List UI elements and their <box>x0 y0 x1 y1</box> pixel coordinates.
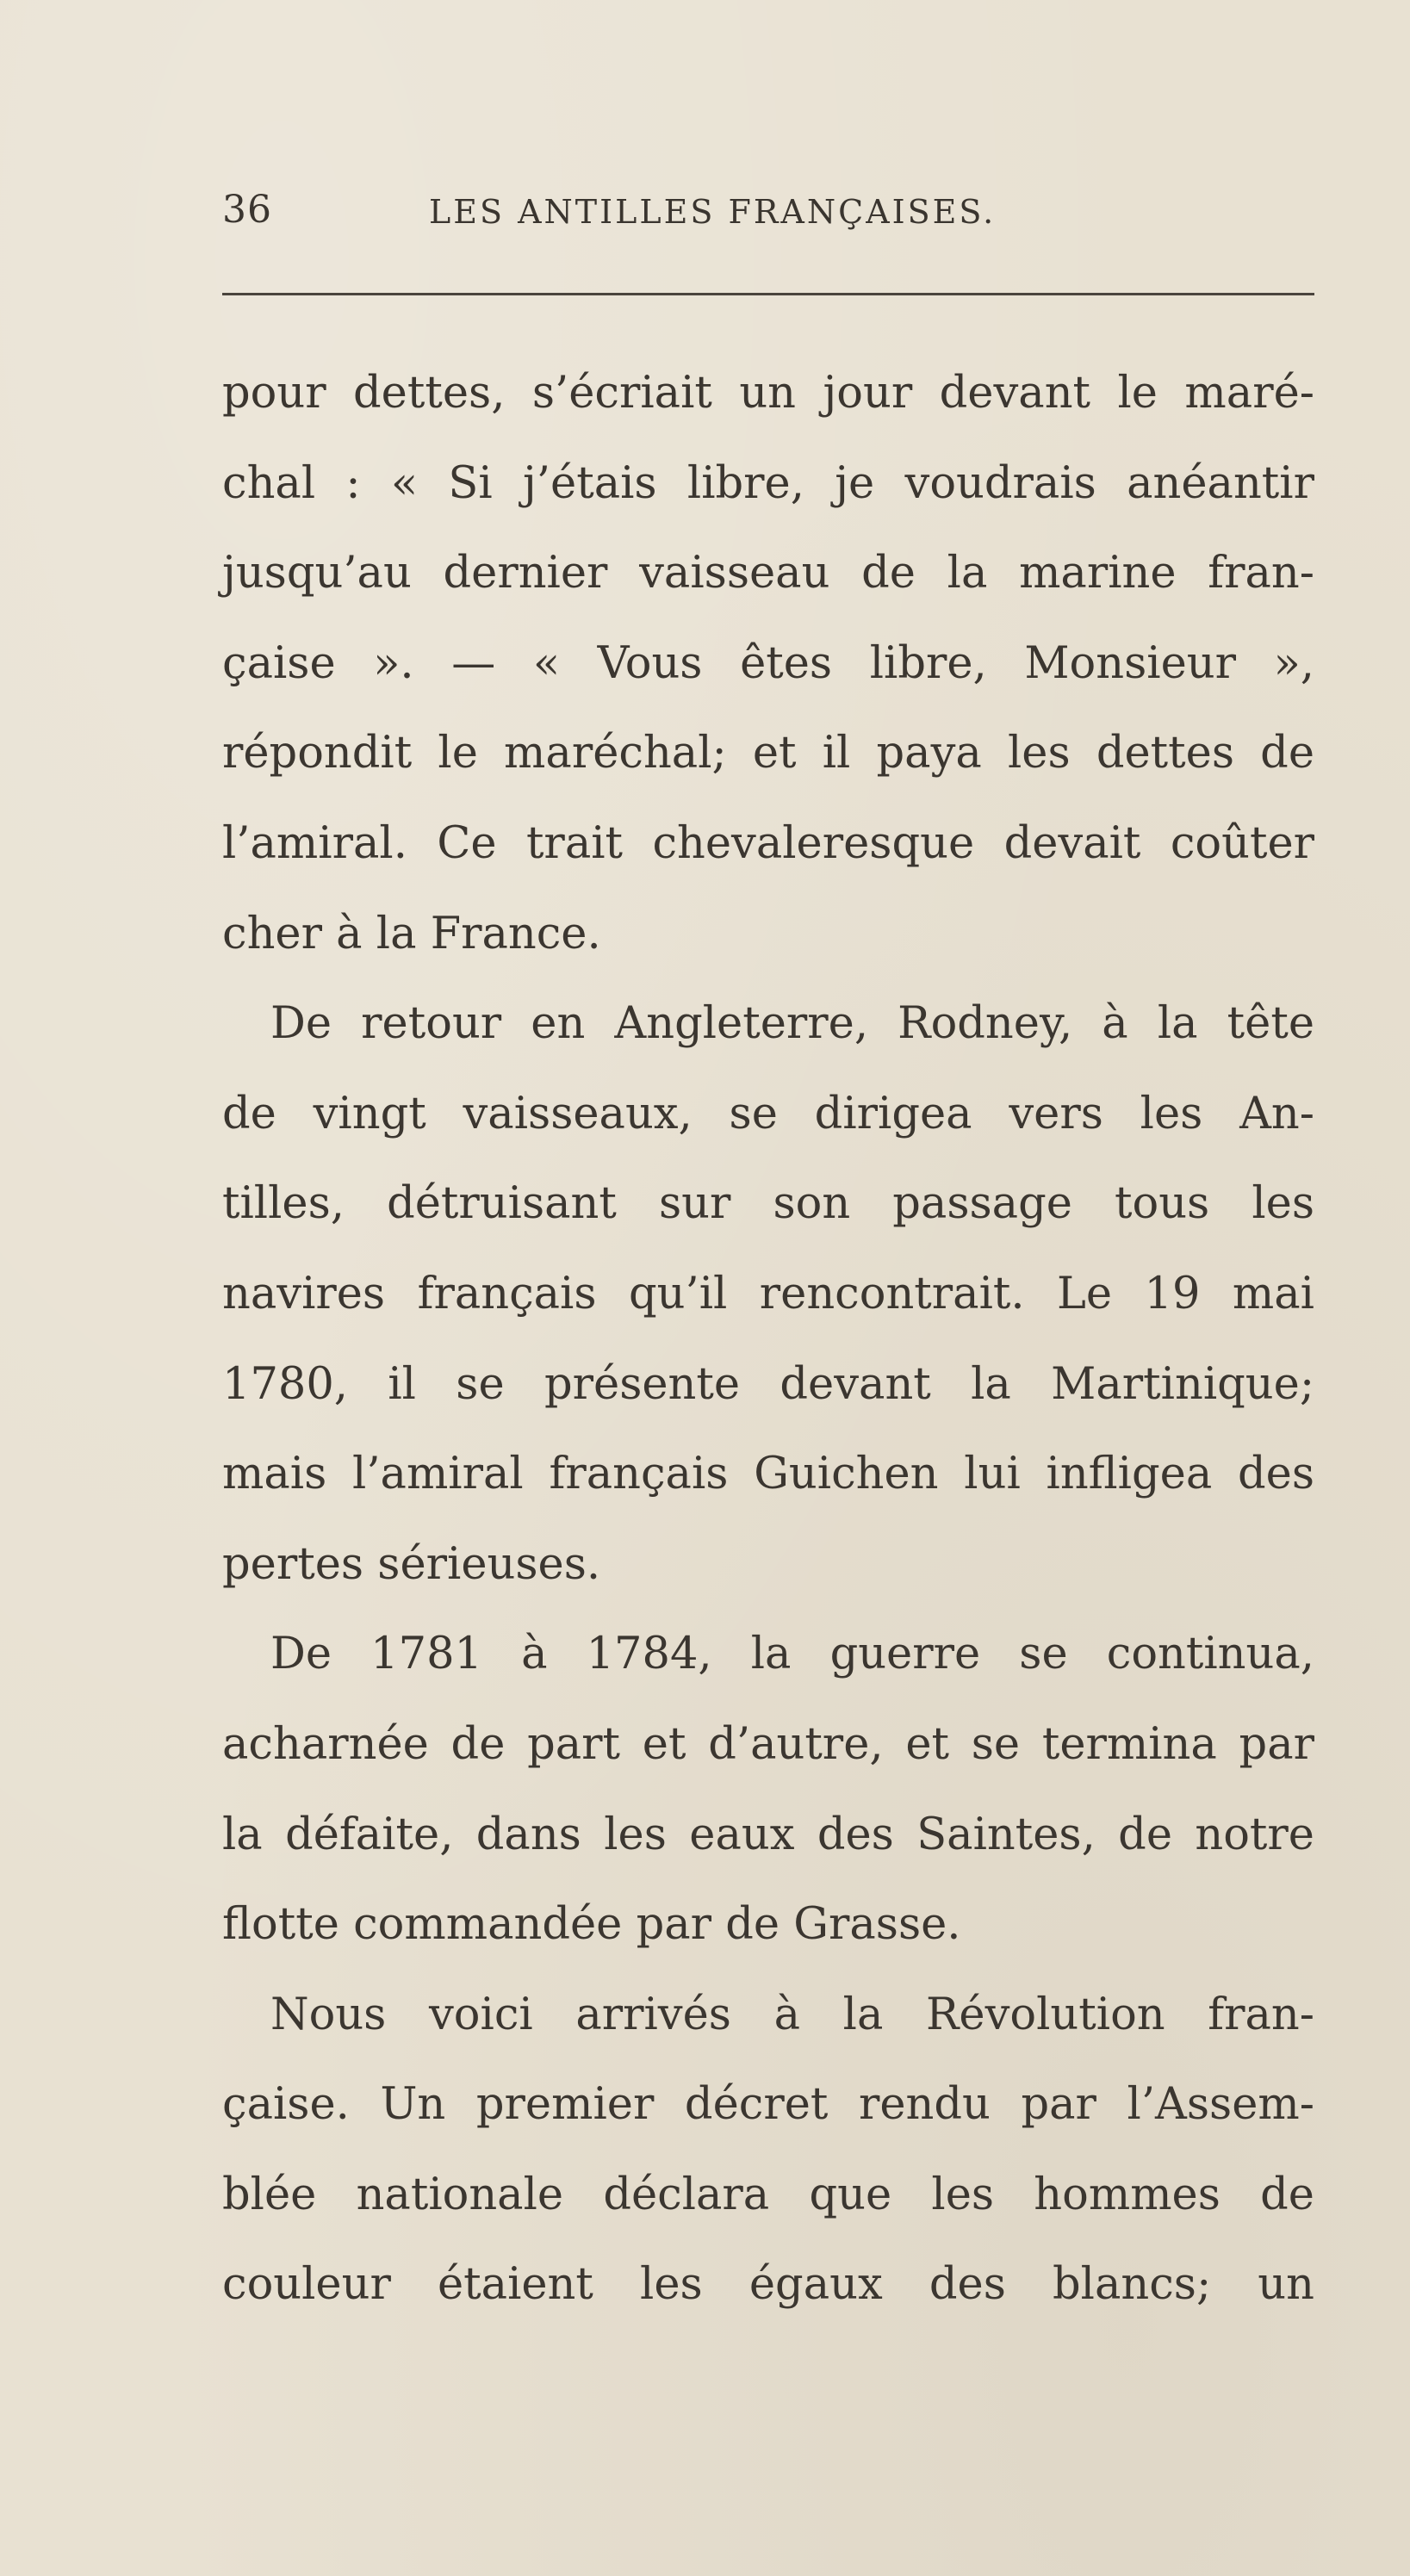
page-number: 36 <box>222 188 272 232</box>
text-line: jusqu’au dernier vaisseau de la marine fran- <box>222 548 1314 599</box>
text-line: de vingt vaisseaux, se dirigea vers les An- <box>222 1088 1314 1139</box>
text-line: çaise. Un premier décret rendu par l’Assem- <box>222 2079 1314 2131</box>
text-line: répondit le maréchal; et il paya les dettes de <box>222 728 1314 779</box>
text-line: cher à la France. <box>222 908 601 959</box>
text-line: l’amiral. Ce trait chevaleresque devait coûter <box>222 817 1314 869</box>
text-line: 1780, il se présente devant la Martinique; <box>222 1358 1314 1410</box>
text-line: couleur étaient les égaux des blancs; un <box>222 2259 1314 2311</box>
text-line: navires français qu’il rencontrait. Le 19 mai <box>222 1268 1314 1319</box>
text-line: flotte commandée par de Grasse. <box>222 1899 961 1951</box>
running-head <box>222 188 1316 248</box>
paragraph-first-line: De retour en Angleterre, Rodney, à la tête <box>270 998 1314 1050</box>
paragraph-first-line: De 1781 à 1784, la guerre se continua, <box>270 1629 1314 1680</box>
text-line: blée nationale déclara que les hommes de <box>222 2169 1314 2220</box>
text-line: chal : « Si j’étais libre, je voudrais anéantir <box>222 457 1314 509</box>
running-title: LES ANTILLES FRANÇAISES. <box>429 193 997 231</box>
text-line: mais l’amiral français Guichen lui infligea des <box>222 1449 1314 1500</box>
text-line: la défaite, dans les eaux des Saintes, de notre <box>222 1809 1314 1860</box>
text-line: acharnée de part et d’autre, et se termina par <box>222 1718 1314 1770</box>
header-rule <box>222 293 1314 295</box>
body-text <box>222 349 1314 2331</box>
paragraph-first-line: Nous voici arrivés à la Révolution fran- <box>270 1989 1314 2040</box>
text-line: pour dettes, s’écriait un jour devant le maré- <box>222 368 1314 419</box>
text-line: tilles, détruisant sur son passage tous les <box>222 1178 1314 1230</box>
text-line: pertes sérieuses. <box>222 1538 601 1590</box>
text-line: çaise ». — « Vous êtes libre, Monsieur », <box>222 637 1314 689</box>
